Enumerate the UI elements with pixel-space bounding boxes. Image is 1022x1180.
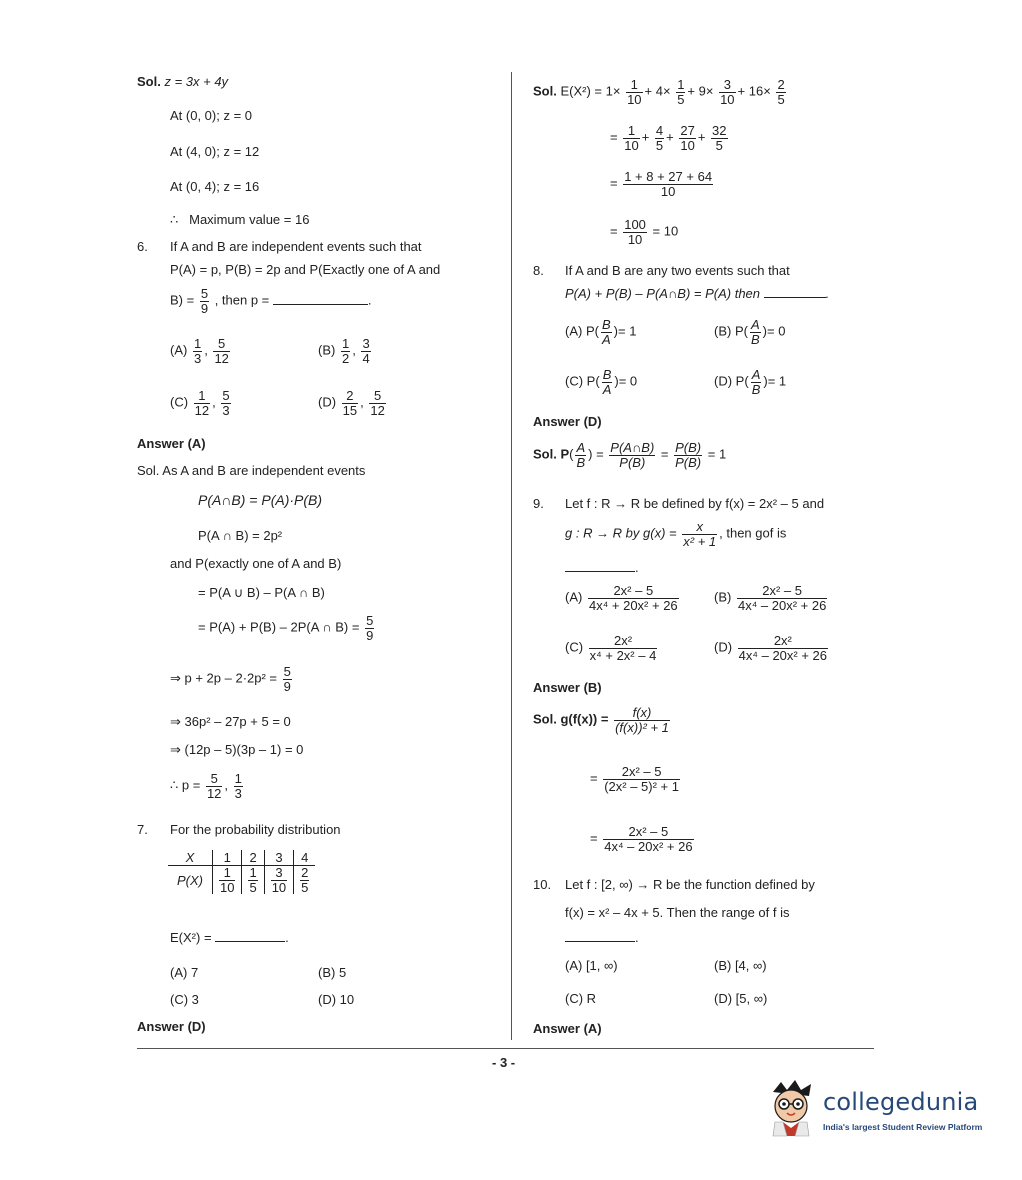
option-label: (A) — [565, 589, 583, 605]
term-op: + 9× — [687, 83, 714, 99]
step-text: = P(A) + P(B) – 2P(A ∩ B) = — [198, 619, 360, 635]
den: 15 — [342, 402, 358, 418]
q6-step-1: P(A∩B) = P(A)·P(B) — [198, 492, 323, 508]
q10-option-c: (C) R — [565, 991, 597, 1006]
q8-line-1: If A and B are any two events such that — [565, 263, 790, 278]
q8-answer: Answer (D) — [533, 414, 602, 429]
num: 1 + 8 + 27 + 64 — [624, 169, 713, 184]
den: 10 — [680, 137, 695, 153]
num: 5 — [213, 337, 229, 352]
option-frac — [588, 584, 679, 612]
q6-step-2: P(A ∩ B) = 2p² — [198, 528, 283, 543]
option-tail: = 1 — [617, 323, 637, 339]
sol-label: Sol. — [533, 83, 557, 99]
den: 9 — [366, 627, 374, 643]
den: (2x² – 5)² + 1 — [604, 778, 679, 794]
term-op: + 4× — [644, 83, 671, 99]
num: 1 — [623, 124, 639, 139]
option-frac — [737, 584, 827, 612]
page-number: - 3 - — [492, 1055, 516, 1070]
px-header: P(X) — [168, 866, 213, 895]
corner-point-3: At (0, 4); z = 16 — [170, 179, 260, 194]
den: A — [601, 331, 611, 347]
q9-option-a — [565, 584, 681, 612]
option-label: (C) — [565, 639, 584, 655]
den: 5 — [655, 137, 664, 153]
num: 2x² – 5 — [603, 825, 693, 840]
num: 1 — [193, 336, 202, 351]
option-frac-1 — [194, 389, 210, 417]
answer-blank — [764, 297, 826, 298]
q7-sol-line-4 — [610, 218, 678, 246]
den: 12 — [370, 402, 385, 418]
corner-point-1: At (0, 0); z = 0 — [170, 108, 253, 123]
answer-blank — [273, 304, 368, 305]
den: 4x⁴ – 20x² + 26 — [738, 647, 828, 663]
term-frac — [711, 124, 727, 152]
step-text: ⇒ p + 2p – 2·2p² = — [170, 670, 278, 686]
sum-frac — [623, 170, 713, 198]
q6-period: . — [367, 292, 372, 308]
q6-line-1: If A and B are independent events such that — [170, 239, 422, 254]
answer-blank — [565, 941, 635, 942]
q9-text-a: g : R → R by g(x) = — [565, 525, 677, 541]
den: (f(x))² + 1 — [615, 719, 669, 735]
den: 10 — [220, 879, 235, 895]
table-row — [168, 866, 315, 895]
px-cell — [213, 866, 242, 895]
q6-frac-num: 5 — [200, 286, 209, 301]
option-frac-1 — [193, 337, 202, 365]
option-frac-1 — [342, 389, 358, 417]
option-label: (D) — [318, 394, 337, 410]
term-frac — [719, 78, 735, 106]
den: 5 — [715, 137, 723, 153]
equals: = — [610, 223, 618, 239]
q6-text-b: , then p = — [214, 292, 270, 308]
option-label: (A) P — [565, 323, 595, 339]
answer-blank — [565, 571, 635, 572]
q10-line-1: Let f : [2, ∞) → R be the function defined by — [565, 877, 815, 892]
q9-sol-line-1 — [533, 706, 672, 734]
q10-number: 10. — [533, 877, 552, 892]
q8-solution: Sol. P( $\frac{A}{B}$ ) = $\frac{P(A\cap B)}{P(B)}$ = $\frac{P(B)}{P(B)}$ = 1 — [533, 440, 727, 470]
q6-answer: Answer (A) — [137, 436, 206, 451]
num: 1 — [249, 865, 257, 880]
corner-point-2: At (4, 0); z = 12 — [170, 144, 260, 159]
option-label: (C) — [170, 394, 189, 410]
q6-step-3: and P(exactly one of A and B) — [170, 556, 342, 571]
equals: = — [610, 175, 618, 191]
sol-text: Sol. g(f(x)) = — [533, 711, 609, 727]
x-cell: 2 — [242, 850, 264, 866]
equals: = — [590, 770, 598, 786]
q10-answer: Answer (A) — [533, 1021, 602, 1036]
num: x — [682, 520, 717, 535]
step-text: ∴ p = — [170, 777, 201, 793]
num: 1 — [677, 77, 685, 92]
option-frac — [750, 318, 761, 346]
option-frac — [589, 634, 658, 662]
option-frac-1 — [341, 337, 350, 365]
term-frac — [623, 124, 639, 152]
q6-number: 6. — [137, 239, 148, 254]
den: P(B) — [619, 454, 646, 470]
q9-sol-line-2 — [590, 765, 682, 793]
q6-line-2: P(A) = p, P(B) = 2p and P(Exactly one of A and — [170, 262, 441, 277]
option-label: (A) — [170, 342, 188, 358]
num: 2x² – 5 — [737, 584, 827, 599]
q9-answer: Answer (B) — [533, 680, 602, 695]
den: 9 — [283, 678, 291, 694]
den: 3 — [222, 402, 230, 418]
q9-option-c — [565, 634, 659, 662]
num: 3 — [271, 866, 287, 881]
q9-option-b — [714, 584, 829, 612]
step-frac-1 — [206, 772, 222, 800]
sol-frac — [614, 706, 670, 734]
num: 3 — [362, 336, 370, 351]
q7-option-a: (A) 7 — [170, 965, 199, 980]
den: 12 — [194, 402, 210, 418]
expectation-text: E(X²) = 1× — [560, 83, 621, 99]
step-frac-2 — [234, 772, 243, 800]
q7-ask: E(X²) = . — [170, 930, 289, 945]
q6-frac-den: 9 — [200, 300, 209, 316]
den: 3 — [234, 785, 242, 801]
den: 5 — [249, 879, 257, 895]
q6-step-6 — [170, 665, 294, 693]
collegedunia-logo — [765, 1078, 995, 1142]
term-frac — [676, 78, 685, 106]
option-frac — [751, 368, 762, 396]
q8-option-d: (D) P( $\frac{A}{B}$ )= 1 — [714, 367, 787, 397]
den: 10 — [660, 183, 676, 199]
px-cell — [242, 866, 264, 895]
den: x⁴ + 2x² – 4 — [589, 647, 657, 663]
q6-step-8: ⇒ (12p – 5)(3p – 1) = 0 — [170, 742, 304, 757]
q7-sol-line-1 — [533, 78, 788, 106]
step-frac — [283, 665, 292, 693]
den: 10 — [627, 231, 643, 247]
num: 1 — [219, 866, 235, 881]
brand-name: collegedunia — [823, 1088, 979, 1116]
num: 2 — [342, 389, 358, 404]
num: f(x) — [614, 706, 670, 721]
x-cell: 4 — [301, 850, 309, 865]
den: 5 — [777, 91, 785, 107]
option-label: (D) — [714, 639, 733, 655]
max-value: Maximum value = 16 — [189, 212, 310, 227]
option-frac — [601, 318, 612, 346]
therefore-symbol: ∴ — [170, 212, 179, 227]
den: 4x⁴ – 20x² + 26 — [737, 597, 827, 613]
left-sol-line — [137, 74, 228, 89]
q10-option-b: (B) [4, ∞) — [714, 958, 767, 973]
den: 10 — [627, 91, 642, 107]
den: 5 — [677, 91, 685, 107]
q8-option-a: (A) P( $\frac{B}{A}$ )= 1 — [565, 317, 637, 347]
num: 5 — [222, 388, 230, 403]
q9-line-1: Let f : R → R be defined by f(x) = 2x² – 5 and — [565, 496, 825, 511]
option-label: (D) P — [714, 373, 745, 389]
option-frac — [602, 368, 613, 396]
num: 1 — [626, 78, 642, 93]
den: 4x⁴ + 20x² + 26 — [588, 597, 678, 613]
den: 12 — [206, 785, 222, 801]
q6-step-4: = P(A ∪ B) – P(A ∩ B) — [198, 585, 325, 600]
px-cell — [264, 866, 293, 895]
num: 2x² — [589, 634, 658, 649]
term-frac — [679, 124, 695, 152]
den: A — [602, 381, 612, 397]
num: 1 — [194, 389, 210, 404]
table-row — [168, 850, 315, 866]
den: 10 — [720, 91, 735, 107]
q7-sol-line-3 — [610, 170, 715, 198]
den: 4 — [362, 350, 370, 366]
equals: = — [610, 129, 618, 145]
q7-answer: Answer (D) — [137, 1019, 206, 1034]
q8-line-2: P(A) + P(B) – P(A∩B) = P(A) then . — [565, 286, 830, 301]
px-cell — [294, 866, 316, 895]
den: 5 — [301, 879, 309, 895]
sol-frac-1 — [575, 441, 586, 469]
num: P(B) — [675, 440, 702, 455]
option-label: (B) — [318, 342, 336, 358]
num: 2 — [301, 865, 309, 880]
answer-blank — [215, 941, 285, 942]
den: 4x⁴ – 20x² + 26 — [604, 838, 693, 854]
num: 2x² – 5 — [588, 584, 679, 599]
num: 27 — [680, 123, 695, 138]
footer-rule — [137, 1048, 874, 1049]
step-frac — [365, 614, 374, 642]
q7-text: For the probability distribution — [170, 822, 341, 837]
x-cell: 3 — [264, 850, 293, 866]
num: 32 — [712, 123, 727, 138]
q10-line-2: f(x) = x² – 4x + 5. Then the range of f is — [565, 905, 790, 920]
q9-frac — [682, 520, 717, 548]
den: 10 — [271, 879, 287, 895]
num: 1 — [341, 336, 350, 351]
num: 2x² – 5 — [603, 765, 680, 780]
num: 100 — [624, 217, 646, 232]
x-cell: 1 — [213, 850, 242, 866]
result-frac — [623, 218, 647, 246]
q6-option-c: (C) $\frac{1}{12}$ , $\frac{5}{3}$ — [170, 388, 230, 418]
sol-text: Sol. P — [533, 446, 570, 462]
option-frac — [738, 634, 828, 662]
term-frac — [776, 78, 785, 106]
sol-frac — [603, 765, 680, 793]
num: 2x² — [738, 634, 828, 649]
q6-step-9: ∴ p = $\frac{5}{12}$ , $\frac{1}{3}$ — [170, 771, 242, 801]
option-tail: = 0 — [618, 373, 638, 389]
sol-frac-2 — [609, 441, 655, 469]
q6-option-b: (B) $\frac{1}{2}$ , $\frac{3}{4}$ — [318, 336, 370, 366]
num: B — [602, 367, 612, 382]
option-label: (B) — [714, 589, 732, 605]
term-op: + — [697, 129, 706, 145]
term-op: + — [666, 129, 674, 145]
option-frac-2 — [361, 337, 370, 365]
den: B — [576, 454, 586, 470]
objective-eq: z = 3x + 4y — [164, 74, 229, 89]
q6-option-a: (A) $\frac{1}{3}$ , $\frac{5}{12}$ — [170, 336, 229, 366]
q9-blank-line: . — [565, 560, 639, 575]
q8-text: P(A) + P(B) – P(A∩B) = P(A) then — [565, 286, 761, 301]
num: A — [751, 367, 761, 382]
brand-tagline: India's largest Student Review Platform — [823, 1122, 983, 1132]
q9-sol-line-3 — [590, 825, 696, 853]
option-frac-2 — [369, 389, 385, 417]
num: 5 — [283, 664, 291, 679]
sol-label: Sol. — [137, 74, 161, 89]
den: 2 — [341, 350, 350, 366]
num: 4 — [655, 123, 664, 138]
num: A — [576, 440, 586, 455]
result-text: = 10 — [652, 223, 679, 239]
sol-end: = 1 — [707, 446, 727, 462]
sol-frac-3 — [674, 441, 702, 469]
option-label: (C) P — [565, 373, 596, 389]
term-op: + 16× — [737, 83, 771, 99]
den: 12 — [214, 350, 229, 366]
q7-sol-line-2 — [610, 124, 730, 152]
den: 10 — [624, 137, 639, 153]
q7-number: 7. — [137, 822, 148, 837]
q8-number: 8. — [533, 263, 544, 278]
equals: = — [590, 830, 598, 846]
q7-option-d: (D) 10 — [318, 992, 355, 1007]
sol-frac — [603, 825, 693, 853]
q9-option-d — [714, 634, 830, 662]
den: P(B) — [675, 454, 702, 470]
q7-distribution-table — [168, 850, 315, 894]
q6-sol-intro: Sol. As A and B are independent events — [137, 463, 366, 478]
q9-line-2 — [565, 520, 786, 548]
term-op: + — [641, 129, 650, 145]
q6-option-d: (D) $\frac{2}{15}$ , $\frac{5}{12}$ — [318, 388, 385, 418]
num: 5 — [206, 772, 222, 787]
q6-text-a: B) = — [170, 292, 195, 308]
num: 3 — [719, 78, 735, 93]
num: 5 — [366, 613, 374, 628]
option-label: (B) P — [714, 323, 744, 339]
q6-line-3 — [170, 287, 372, 315]
x-header: X — [168, 850, 213, 866]
q6-step-7: ⇒ 36p² – 27p + 5 = 0 — [170, 714, 291, 729]
option-frac-2 — [221, 389, 230, 417]
den: B — [751, 381, 761, 397]
q6-step-5 — [198, 614, 376, 642]
mascot-icon — [765, 1078, 821, 1138]
num: B — [601, 317, 611, 332]
q8-option-b: (B) P( $\frac{A}{B}$ )= 0 — [714, 317, 786, 347]
option-tail: = 0 — [766, 323, 786, 339]
option-frac-2 — [213, 337, 229, 365]
q7-option-c: (C) 3 — [170, 992, 199, 1007]
q9-number: 9. — [533, 496, 544, 511]
q7-option-b: (B) 5 — [318, 965, 347, 980]
den: x² + 1 — [683, 533, 717, 549]
den: B — [750, 331, 760, 347]
q6-fraction — [200, 287, 209, 315]
num: P(A∩B) — [610, 440, 655, 455]
den: 3 — [193, 350, 202, 366]
num: 5 — [369, 389, 385, 404]
num: 2 — [777, 77, 785, 92]
q10-option-d: (D) [5, ∞) — [714, 991, 768, 1006]
column-divider — [511, 72, 512, 1040]
option-tail: = 1 — [767, 373, 787, 389]
num: A — [750, 317, 760, 332]
q9-text-b: , then gof is — [719, 525, 787, 541]
term-frac — [626, 78, 642, 106]
num: 1 — [234, 771, 242, 786]
q10-option-a: (A) [1, ∞) — [565, 958, 618, 973]
term-frac — [655, 124, 664, 152]
q10-blank-line: . — [565, 930, 639, 945]
ask-text: E(X²) = — [170, 930, 212, 945]
max-value-line — [170, 212, 309, 228]
q8-option-c: (C) P( $\frac{B}{A}$ )= 0 — [565, 367, 638, 397]
